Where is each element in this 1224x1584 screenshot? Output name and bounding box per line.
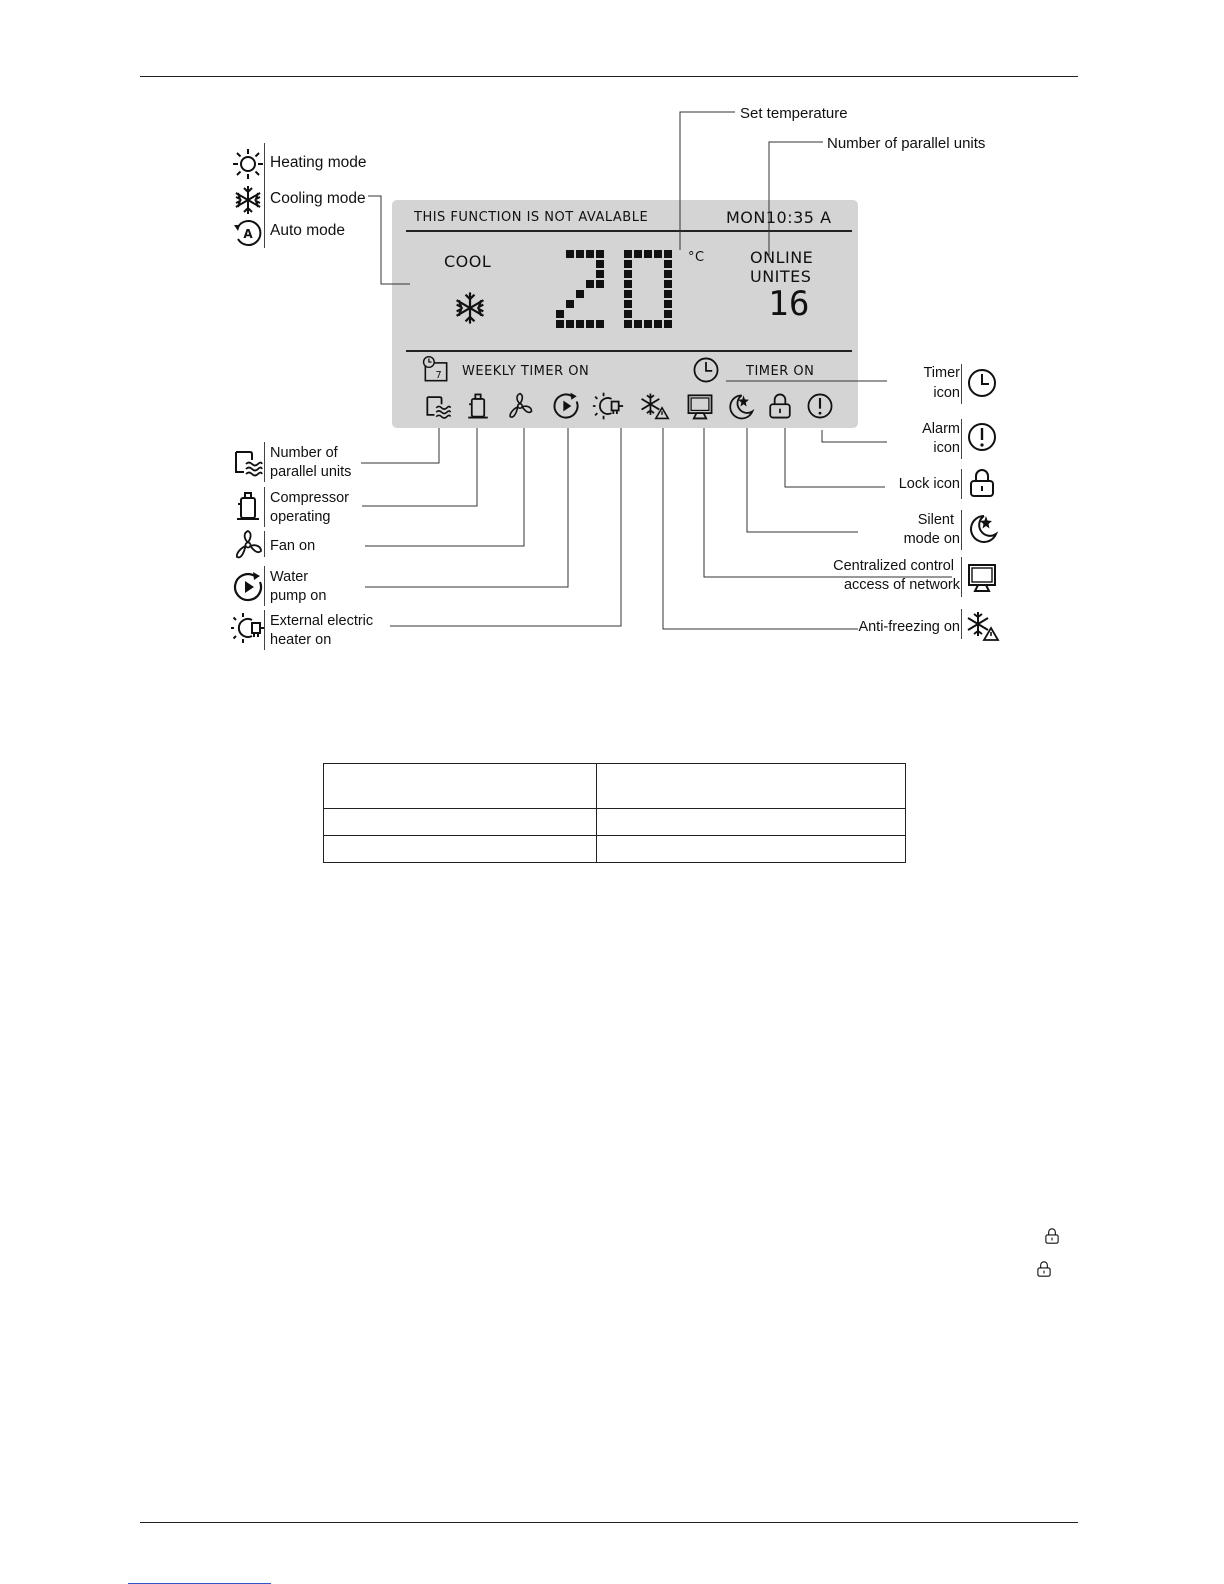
mode-readout: COOL	[444, 252, 492, 271]
water-pump-icon	[230, 569, 266, 605]
lock-icon	[1034, 1259, 1054, 1279]
table-cell	[597, 836, 906, 863]
online-label-line2: UNITES	[750, 267, 812, 286]
right-legend-divider	[961, 469, 962, 499]
table-cell	[324, 764, 597, 809]
clock-readout: MON10:35 A	[726, 208, 832, 227]
legend-compressor-line2: operating	[270, 509, 331, 525]
table-cell	[597, 809, 906, 836]
silent-mode-icon	[964, 510, 1000, 546]
legend-antifreeze-line1: Anti-freezing on	[858, 619, 960, 635]
timer-on-text: TIMER ON	[746, 364, 815, 379]
left-legend-divider	[264, 566, 265, 606]
table-cell	[597, 764, 906, 809]
right-legend-divider	[961, 609, 962, 639]
status-message: THIS FUNCTION IS NOT AVALABLE	[414, 210, 649, 225]
left-legend-divider	[264, 442, 265, 482]
table-row	[324, 809, 906, 836]
legend-network-line1: Centralized control	[833, 558, 954, 574]
parallel-units-icon	[230, 444, 266, 480]
alarm-icon	[964, 419, 1000, 455]
table-row	[324, 764, 906, 809]
right-legend-divider	[961, 557, 962, 597]
lock-icon	[1042, 1226, 1062, 1246]
legend-alarm-line1: Alarm	[922, 421, 960, 437]
anti-freeze-icon	[964, 608, 1000, 644]
legend-alarm-line2: icon	[933, 440, 960, 456]
left-legend-divider	[264, 487, 265, 527]
legend-lock-line1: Lock icon	[898, 476, 960, 492]
mode-label-heating: Heating mode	[270, 154, 367, 171]
legend-compressor-line1: Compressor	[270, 490, 349, 506]
legend-fan-line1: Fan on	[270, 538, 316, 554]
compressor-icon	[230, 488, 266, 524]
empty-table	[323, 763, 906, 863]
leader-lines	[0, 0, 1224, 700]
online-label-line1: ONLINE	[750, 248, 814, 267]
legend-parallel-units-line2: parallel units	[270, 464, 352, 480]
right-legend-divider	[961, 364, 962, 404]
temperature-unit: °C	[688, 250, 705, 265]
legend-silent-line2: mode on	[903, 531, 960, 547]
legend-pump-line2: pump on	[270, 588, 327, 604]
online-count: 16	[768, 284, 810, 324]
lock-icon	[964, 465, 1000, 501]
legend-heater-line1: External electric	[270, 613, 374, 629]
weekly-timer-text: WEEKLY TIMER ON	[462, 364, 590, 379]
electric-heater-icon	[230, 610, 266, 646]
clock-icon	[964, 365, 1000, 401]
legend-network-line2: access of network	[843, 577, 960, 593]
legend-parallel-units-line1: Number of	[270, 445, 338, 461]
callout-parallel-units: Number of parallel units	[827, 135, 986, 152]
monitor-icon	[964, 559, 1000, 595]
footer-rule	[140, 1522, 1078, 1523]
left-legend-divider	[264, 531, 265, 557]
legend-heater-line2: heater on	[270, 632, 332, 648]
mode-label-auto: Auto mode	[270, 222, 345, 239]
right-legend-divider	[961, 510, 962, 550]
left-legend-divider	[264, 610, 265, 650]
table-cell	[324, 809, 597, 836]
legend-silent-line1: Silent	[917, 512, 954, 528]
table-row	[324, 836, 906, 863]
callout-set-temperature: Set temperature	[740, 105, 848, 122]
right-legend-divider	[961, 419, 962, 459]
legend-timer-line2: icon	[933, 385, 960, 401]
fan-icon	[230, 527, 266, 563]
table-cell	[324, 836, 597, 863]
legend-pump-line1: Water	[270, 569, 309, 585]
legend-timer-line1: Timer	[923, 365, 960, 381]
mode-label-cooling: Cooling mode	[270, 190, 366, 207]
